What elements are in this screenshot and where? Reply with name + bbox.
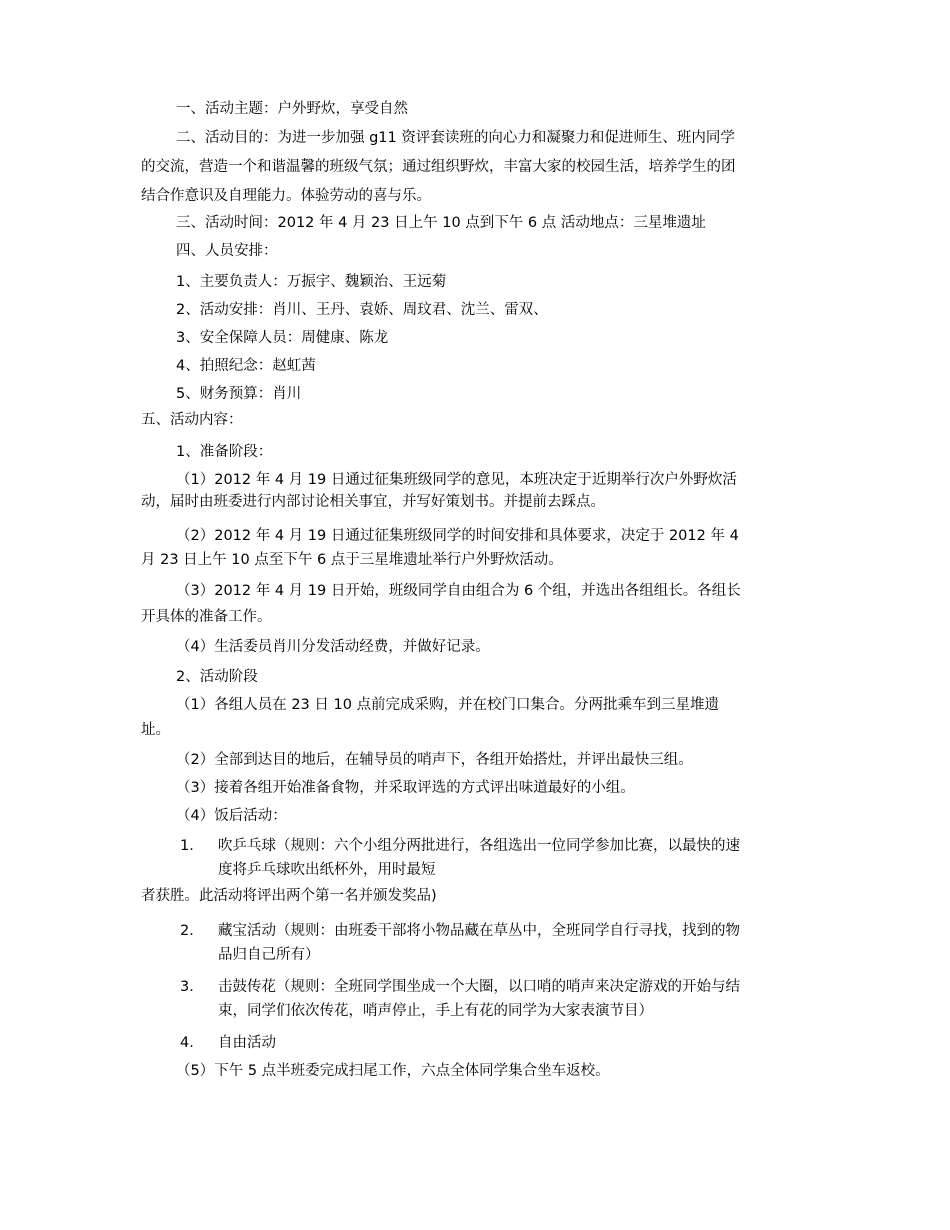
activity-item-1-line2: 址。: [141, 722, 170, 738]
game-3-number: 3．: [180, 979, 204, 995]
section-purpose-line1: 二、活动目的：为进一步加强 g11 资评套读班的向心力和凝聚力和促进师生、班内同学: [176, 130, 735, 146]
prep-item-4: （4）生活委员肖川分发活动经费，并做好记录。: [176, 639, 490, 655]
prep-item-3-line1: （3）2012 年 4 月 19 日开始，班级同学自由组合为 6 个组，并选出各组组长。各组长: [176, 583, 741, 599]
staff-item: 5、财务预算：肖川: [176, 386, 302, 402]
activity-item-1-line1: （1）各组人员在 23 日 10 点前完成采购，并在校门口集合。分两批乘车到三星堆遗: [176, 697, 720, 713]
section-purpose-line3: 结合作意识及自理能力。体验劳动的喜与乐。: [141, 188, 431, 204]
game-4-number: 4．: [180, 1035, 204, 1051]
prep-item-2-line1: （2）2012 年 4 月 19 日通过征集班级同学的时间安排和具体要求，决定于 2012 年 4: [176, 528, 739, 544]
prep-item-3-line2: 开具体的准备工作。: [141, 609, 272, 625]
section-theme: 一、活动主题：户外野炊，享受自然: [176, 101, 408, 117]
section-time-place: 三、活动时间：2012 年 4 月 23 日上午 10 点到下午 6 点 活动地点：三星堆遗址: [176, 215, 706, 231]
game-2-line2: 品归自己所有）: [218, 947, 320, 963]
activity-item-5: （5）下午 5 点半班委完成扫尾工作，六点全体同学集合坐车返校。: [176, 1063, 610, 1079]
section-content-title: 五、活动内容：: [141, 412, 243, 428]
game-4-line1: 自由活动: [218, 1035, 276, 1051]
game-1-line2: 度将乒乓球吹出纸杯外，用时最短: [218, 862, 436, 878]
section-purpose-line2: 的交流，营造一个和谐温馨的班级气氛；通过组织野炊，丰富大家的校园生活，培养学生的团: [141, 159, 736, 175]
prep-item-1-line1: （1）2012 年 4 月 19 日通过征集班级同学的意见，本班决定于近期举行次户外野炊活: [176, 472, 737, 488]
activity-item-2: （2）全部到达目的地后，在辅导员的哨声下，各组开始搭灶，并评出最快三组。: [176, 752, 693, 768]
game-3-line1: 击鼓传花（规则：全班同学围坐成一个大圈，以口哨的哨声来决定游戏的开始与结: [218, 979, 740, 995]
prep-item-1-line2: 动，届时由班委进行内部讨论相关事宜，并写好策划书。并提前去踩点。: [141, 494, 605, 510]
activity-item-4: （4）饭后活动：: [176, 808, 287, 824]
prep-stage-title: 1、准备阶段：: [176, 444, 273, 460]
staff-item: 3、安全保障人员：周健康、陈龙: [176, 330, 389, 346]
game-1-line3: 者获胜。此活动将评出两个第一名并颁发奖品): [141, 888, 437, 904]
game-2-line1: 藏宝活动（规则：由班委干部将小物品藏在草丛中，全班同学自行寻找，找到的物: [218, 923, 740, 939]
prep-item-2-line2: 月 23 日上午 10 点至下午 6 点于三星堆遗址举行户外野炊活动。: [141, 552, 563, 568]
staff-item: 4、拍照纪念：赵虹茜: [176, 358, 316, 374]
staff-item: 2、活动安排：肖川、王丹、袁娇、周玟君、沈兰、雷双、: [176, 302, 548, 318]
game-2-number: 2．: [180, 923, 204, 939]
game-3-line2: 束，同学们依次传花，哨声停止，手上有花的同学为大家表演节目）: [218, 1003, 653, 1019]
game-1-line1: 吹乒乓球（规则：六个小组分两批进行，各组选出一位同学参加比赛，以最快的速: [218, 838, 740, 854]
activity-item-3: （3）接着各组开始准备食物，并采取评选的方式评出味道最好的小组。: [176, 780, 635, 796]
section-staff-title: 四、人员安排：: [176, 243, 278, 259]
activity-stage-title: 2、活动阶段: [176, 669, 258, 685]
staff-item: 1、主要负责人：万振宇、魏颖治、王远菊: [176, 274, 447, 290]
game-1-number: 1．: [180, 838, 204, 854]
